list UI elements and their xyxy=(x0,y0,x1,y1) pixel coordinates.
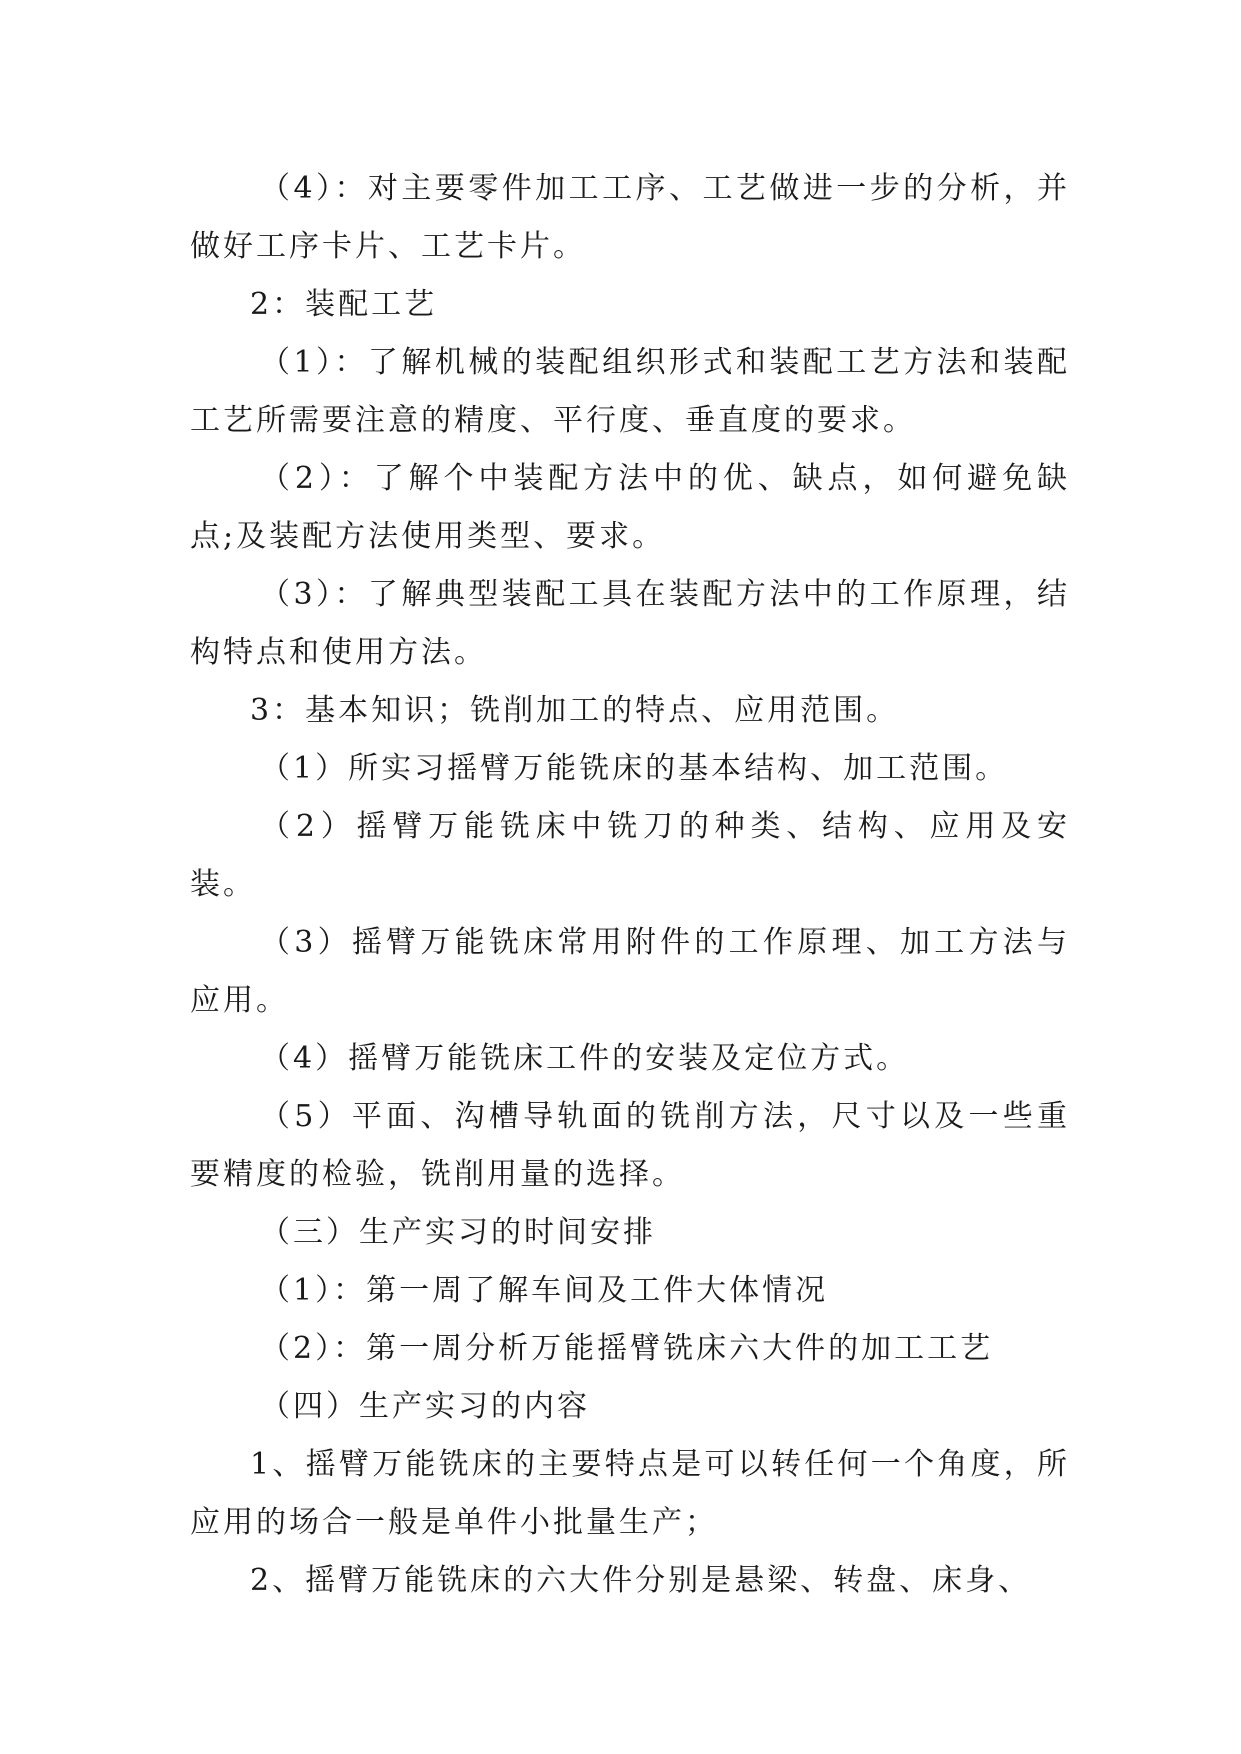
schedule-item-2: （2）：第一周分析万能摇臂铣床六大件的加工工艺 xyxy=(260,1331,994,1366)
content-item-2: 2、摇臂万能铣床的六大件分别是悬梁、转盘、床身、 xyxy=(250,1563,1032,1598)
schedule-item-1: （1）：第一周了解车间及工件大体情况 xyxy=(260,1273,829,1308)
content-item-1: 1、摇臂万能铣床的主要特点是可以转任何一个角度，所应用的场合一般是单件小批量生产； xyxy=(190,1447,1070,1540)
paragraph-3-assembly-tools: （3）：了解典型装配工具在装配方法中的工作原理，结构特点和使用方法。 xyxy=(190,577,1070,670)
paragraph-2-milling-cutters: （2）摇臂万能铣床中铣刀的种类、结构、应用及安装。 xyxy=(190,809,1070,902)
paragraph-4-process-analysis: （4）：对主要零件加工工序、工艺做进一步的分析，并做好工序卡片、工艺卡片。 xyxy=(190,171,1070,264)
body-text xyxy=(190,160,1070,1610)
heading-basic-knowledge: 3：基本知识；铣削加工的特点、应用范围。 xyxy=(250,693,900,728)
paragraph-1-assembly-organization: （1）：了解机械的装配组织形式和装配工艺方法和装配工艺所需要注意的精度、平行度、垂直度的要求。 xyxy=(190,345,1070,438)
paragraph-1-basic-structure: （1）所实习摇臂万能铣床的基本结构、加工范围。 xyxy=(260,751,1009,786)
paragraph-2-assembly-methods: （2）：了解个中装配方法中的优、缺点，如何避免缺点;及装配方法使用类型、要求。 xyxy=(190,461,1070,554)
heading-schedule: （三）生产实习的时间安排 xyxy=(260,1215,656,1250)
paragraph-5-milling-methods: （5）平面、沟槽导轨面的铣削方法，尺寸以及一些重要精度的检验，铣削用量的选择。 xyxy=(190,1099,1070,1192)
heading-assembly-process: 2：装配工艺 xyxy=(250,287,438,322)
heading-content: （四）生产实习的内容 xyxy=(260,1389,590,1424)
paragraph-4-workpiece-mounting: （4）摇臂万能铣床工件的安装及定位方式。 xyxy=(260,1041,910,1076)
paragraph-3-accessories: （3）摇臂万能铣床常用附件的工作原理、加工方法与应用。 xyxy=(190,925,1070,1018)
